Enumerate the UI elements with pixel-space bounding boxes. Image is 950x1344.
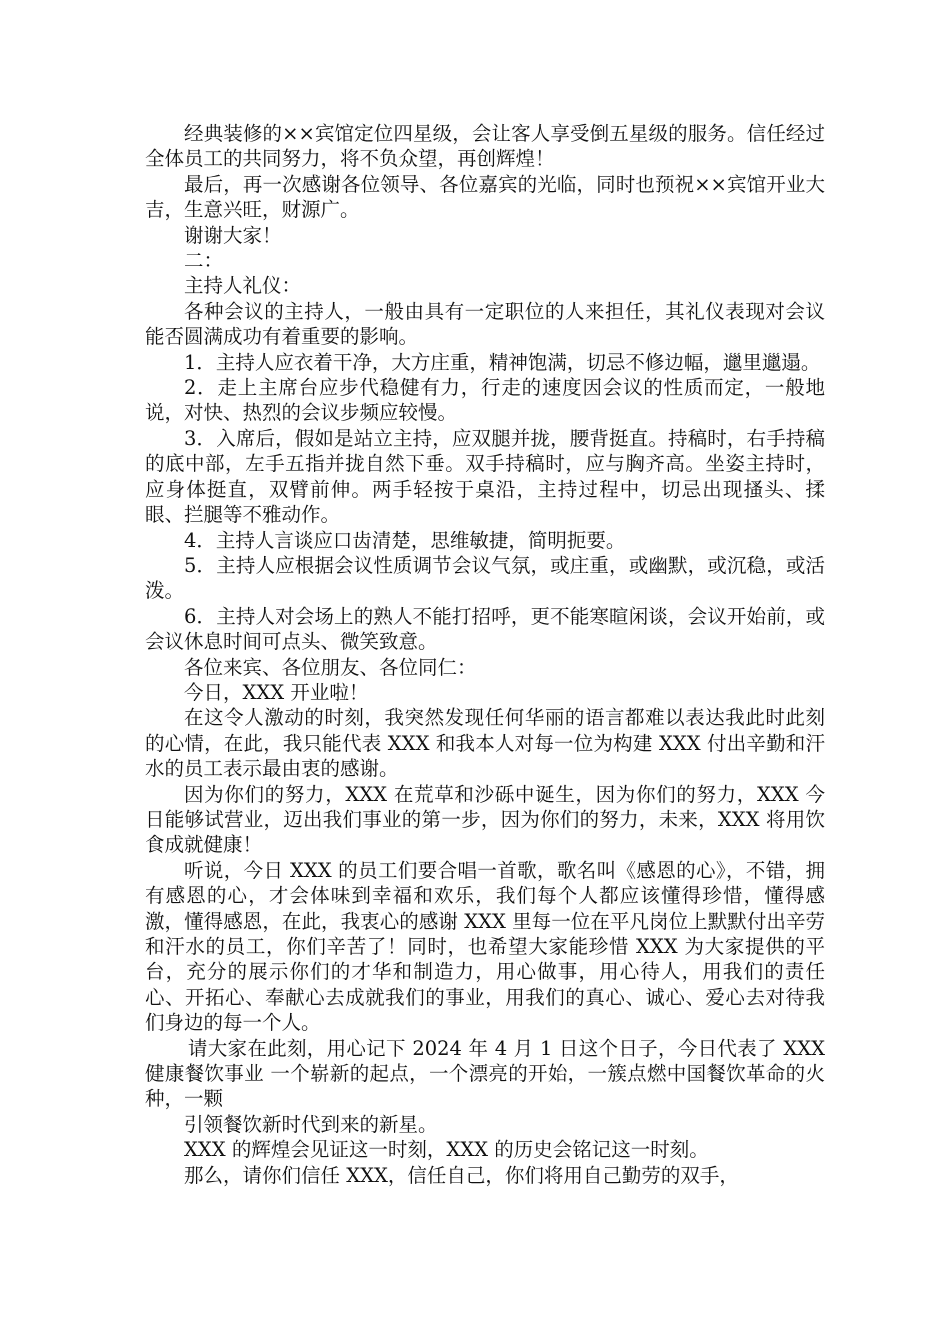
list-item: 4．主持人言谈应口齿清楚，思维敏捷，简明扼要。 bbox=[184, 528, 626, 552]
list-item: 6．主持人对会场上的熟人不能打招呼，更不能寒暄闲谈，会议开始前，或会议休息时间可点头、微笑致意。 bbox=[145, 604, 825, 654]
paragraph: 各位来宾、各位朋友、各位同仁： bbox=[184, 655, 477, 679]
paragraph: 今日，XXX 开业啦！ bbox=[184, 680, 369, 704]
paragraph: 在这令人激动的时刻，我突然发现任何华丽的语言都难以表达我此时此刻的心情，在此，我只能代表 XXX 和我本人对每一位为构建 XXX 付出辛勤和汗水的员工表示最由衷的感谢。 bbox=[145, 706, 825, 781]
document-page bbox=[145, 121, 825, 1188]
paragraph: 谢谢大家！ bbox=[184, 223, 282, 247]
paragraph: 经典装修的××宾馆定位四星级，会让客人享受倒五星级的服务。信任经过全体员工的共同努力，将不负众望，再创辉煌！ bbox=[145, 122, 825, 171]
list-item: 3．入席后，假如是站立主持，应双腿并拢，腰背挺直。持稿时，右手持稿的底中部，左手五指并拢自然下垂。双手持稿时，应与胸齐高。坐姿主持时，应身体挺直，双臂前伸。两手轻按于桌沿，主持过程中，切忌出现搔头、揉眼、拦腿等不雅动作。 bbox=[145, 426, 825, 527]
paragraph: XXX 的辉煌会见证这一时刻，XXX 的历史会铭记这一时刻。 bbox=[184, 1138, 709, 1162]
paragraph: 因为你们的努力，XXX 在荒草和沙砾中诞生，因为你们的努力，XXX 今日能够试营业，迈出我们事业的第一步，因为你们的努力，未来，XXX 将用饮食成就健康！ bbox=[145, 782, 825, 857]
paragraph: 各种会议的主持人，一般由具有一定职位的人来担任，其礼仪表现对会议能否圆满成功有着重要的影响。 bbox=[145, 299, 825, 349]
list-item: 1．主持人应衣着干净，大方庄重，精神饱满，切忌不修边幅，邋里邋遢。 bbox=[184, 350, 821, 374]
paragraph: 请大家在此刻，用心记下 2024 年 4 月 1 日这个日子，今日代表了 XXX 健康餐饮事业 一个崭新的起点，一个漂亮的开始，一簇点燃中国餐饮革命的火种，一颗 bbox=[145, 1036, 825, 1111]
paragraph: 听说，今日 XXX 的员工们要合唱一首歌，歌名叫《感恩的心》，不错，拥有感恩的心，才会体味到幸福和欢乐，我们每个人都应该懂得珍惜，懂得感激，懂得感恩，在此，我衷心的感谢 XXX 里每一位在平凡岗位上默默付出辛劳和汗水的员工，你们辛苦了！同时，也希望大家能珍惜 XXX 为大家提供的平台，充分的展示你们的才华和制造力，用心做事，用心待人，用我们的责任心、开拓心、奉献心去成就我们的事业，用我们的真心、诚心、爱心去对待我们身边的每一个人。 bbox=[145, 858, 825, 1035]
paragraph: 那么，请你们信任 XXX，信任自己，你们将用自己勤劳的双手， bbox=[184, 1163, 739, 1187]
paragraph: 最后，再一次感谢各位领导、各位嘉宾的光临，同时也预祝××宾馆开业大吉，生意兴旺，财源广。 bbox=[145, 172, 825, 222]
paragraph: 引领餐饮新时代到来的新星。 bbox=[184, 1112, 438, 1136]
list-item: 5．主持人应根据会议性质调节会议气氛，或庄重，或幽默，或沉稳，或活泼。 bbox=[145, 553, 825, 603]
list-item: 2．走上主席台应步代稳健有力，行走的速度因会议的性质而定，一般地说，对快、热烈的会议步频应较慢。 bbox=[145, 376, 825, 425]
section-heading: 二： bbox=[184, 249, 224, 273]
section-heading: 主持人礼仪： bbox=[184, 274, 302, 298]
